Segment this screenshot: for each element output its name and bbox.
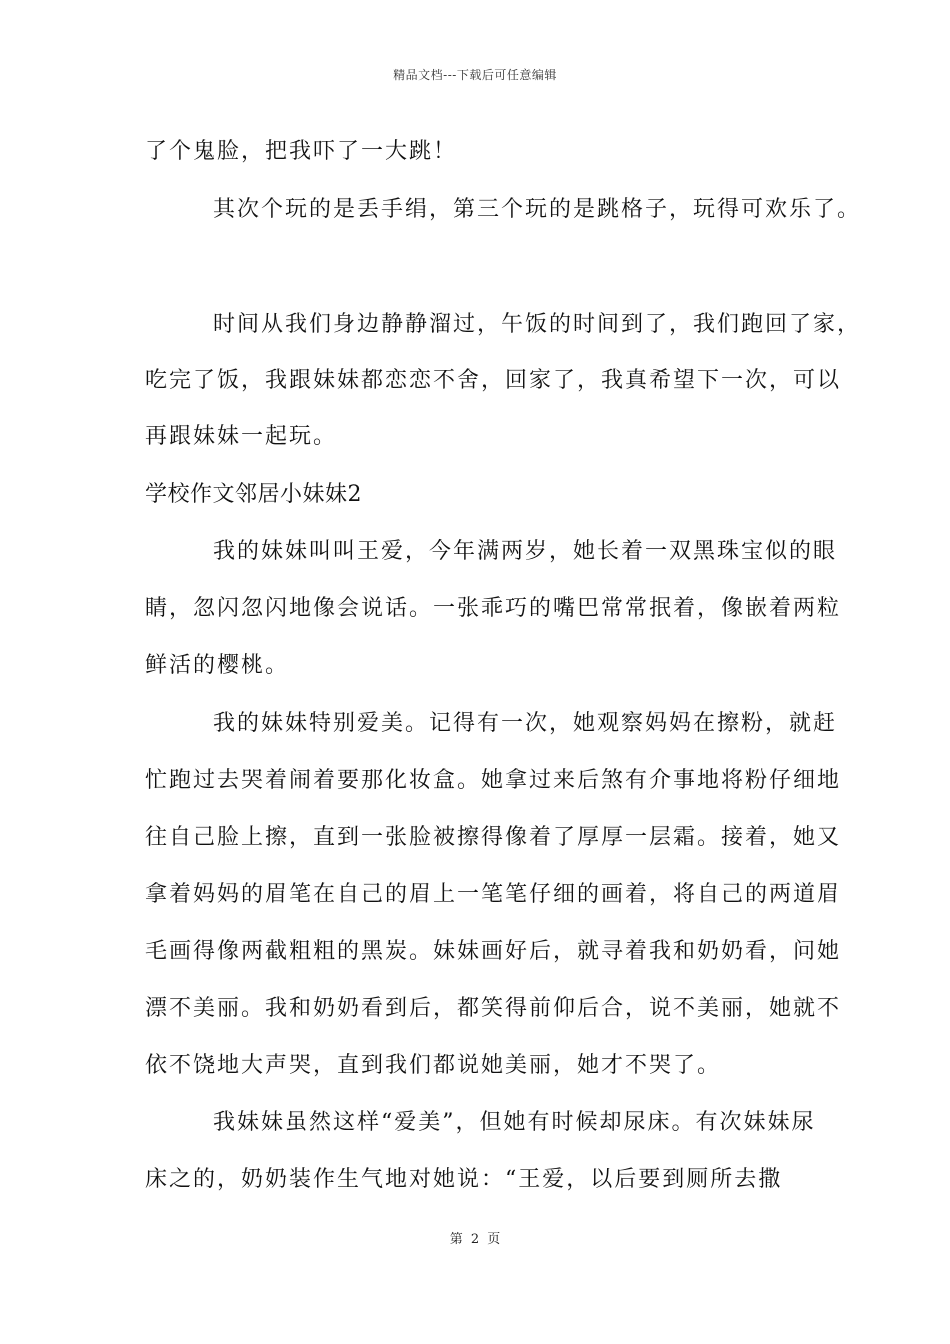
text-line: 吃完了饭，我跟妹妹都恋恋不舍，回家了，我真希望下一次，可以 [145, 368, 842, 393]
text-line: 鲜活的樱桃。 [145, 653, 290, 678]
text-line: 我的妹妹叫叫王爱，今年满两岁，她长着一双黑珠宝似的眼 [213, 539, 838, 564]
text-line: 其次个玩的是丢手绢，第三个玩的是跳格子，玩得可欢乐了。 [213, 197, 862, 222]
text-line: 床之的，奶奶装作生气地对她说：“王爱，以后要到厕所去撒 [145, 1167, 783, 1192]
text-line: 毛画得像两截粗粗的黑炭。妹妹画好后，就寻着我和奶奶看，问她 [145, 939, 842, 964]
text-line: 了个鬼脸，把我吓了一大跳！ [145, 139, 458, 164]
text-line: 时间从我们身边静静溜过，午饭的时间到了，我们跑回了家， [213, 312, 862, 337]
page-number: 第 2 页 [449, 1232, 501, 1247]
text-line: 往自己脸上擦，直到一张脸被擦得像着了厚厚一层霜。接着，她又 [145, 825, 842, 850]
text-line: 我的妹妹特别爱美。记得有一次，她观察妈妈在擦粉，就赶 [213, 711, 838, 736]
section-heading: 学校作文邻居小妹妹2 [145, 482, 362, 507]
text-line: 依不饶地大声哭，直到我们都说她美丽，她才不哭了。 [145, 1053, 722, 1078]
text-line: 漂不美丽。我和奶奶看到后，都笑得前仰后合，说不美丽，她就不 [145, 996, 842, 1021]
text-line: 忙跑过去哭着闹着要那化妆盒。她拿过来后煞有介事地将粉仔细地 [145, 768, 842, 793]
text-line: 睛，忽闪忽闪地像会说话。一张乖巧的嘴巴常常抿着，像嵌着两粒 [145, 596, 842, 621]
text-line: 我妹妹虽然这样“爱美”，但她有时候却尿床。有次妹妹尿 [213, 1110, 816, 1135]
text-line: 拿着妈妈的眉笔在自己的眉上一笔笔仔细的画着，将自己的两道眉 [145, 882, 842, 907]
text-line: 再跟妹妹一起玩。 [145, 424, 338, 449]
page-header: 精品文档---下载后可任意编辑 [393, 68, 557, 82]
